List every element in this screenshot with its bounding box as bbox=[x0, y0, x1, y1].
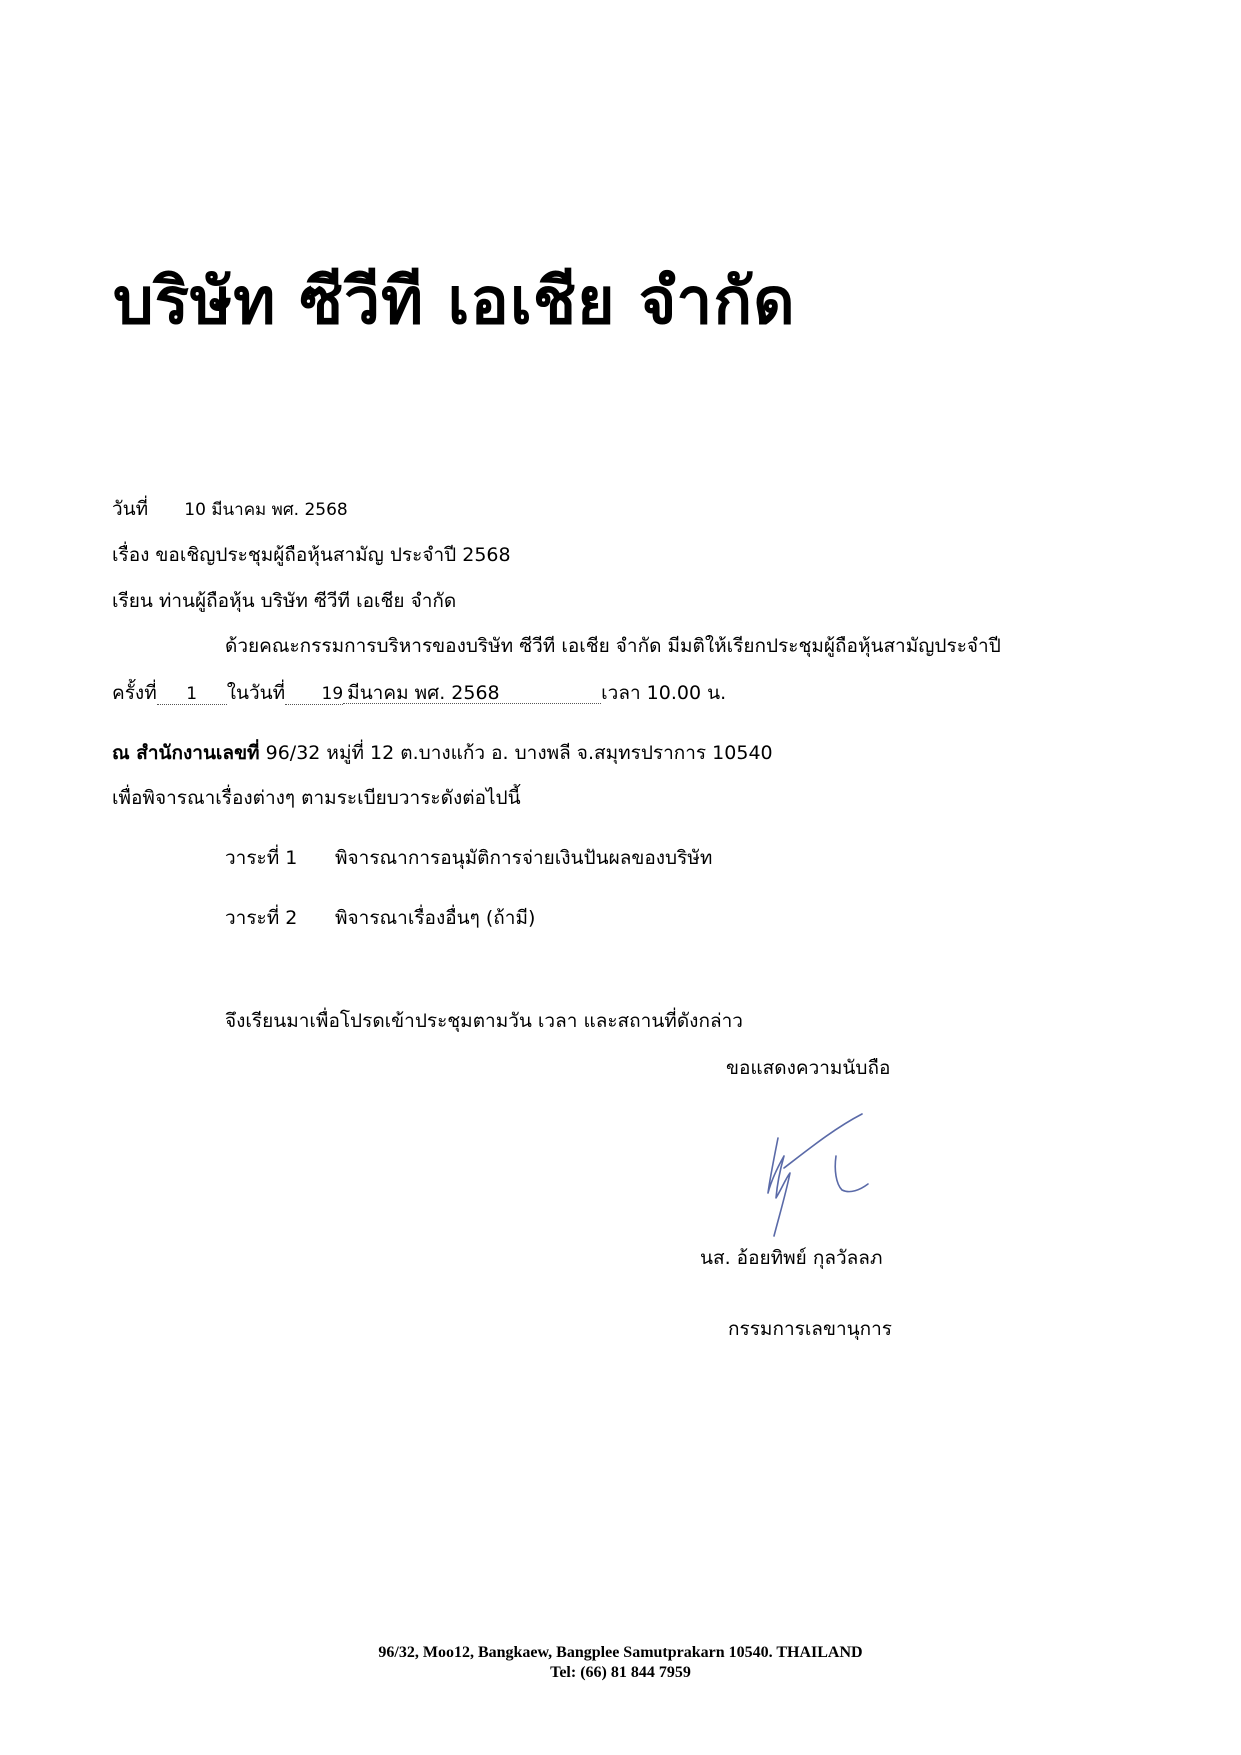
agenda-intro: เพื่อพิจารณาเรื่องต่างๆ ตามระเบียบวาระดังต่อไปนี้ bbox=[112, 787, 521, 809]
meeting-month-year-field bbox=[343, 683, 601, 704]
signature-image bbox=[750, 1108, 890, 1243]
meeting-month-year: มีนาคม พศ. 2568 bbox=[347, 682, 500, 704]
agenda-item bbox=[225, 846, 712, 870]
signer-name: นส. อ้อยทิพย์ กุลวัลลภ bbox=[700, 1247, 883, 1269]
venue-label: ณ สำนักงานเลขที่ bbox=[112, 742, 260, 764]
meeting-no: 1 bbox=[157, 684, 227, 705]
meeting-day: 19 bbox=[285, 684, 343, 705]
regards-line: ขอแสดงความนับถือ bbox=[726, 1057, 891, 1079]
agenda-text: พิจารณาเรื่องอื่นๆ (ถ้ามี) bbox=[335, 907, 536, 929]
date-line bbox=[112, 497, 348, 522]
signer-title: กรรมการเลขานุการ bbox=[728, 1318, 892, 1340]
venue-line bbox=[112, 741, 773, 765]
company-name: บริษัท ซีวีที เอเชีย จำกัด bbox=[113, 264, 796, 339]
agenda-no: วาระที่ 1 bbox=[225, 847, 298, 869]
body-line-1: ด้วยคณะกรรมการบริหารของบริษัท ซีวีที เอเชีย จำกัด มีมติให้เรียกประชุมผู้ถือหุ้นสามัญประจำปี bbox=[225, 635, 1001, 657]
venue-address: 96/32 หมู่ที่ 12 ต.บางแก้ว อ. บางพลี จ.สมุทรปราการ 10540 bbox=[259, 742, 773, 764]
agenda-no: วาระที่ 2 bbox=[225, 907, 298, 929]
agenda-item bbox=[225, 906, 535, 930]
meeting-line bbox=[112, 681, 726, 705]
footer-address: 96/32, Moo12, Bangkaew, Bangplee Samutprakarn 10540. THAILAND bbox=[378, 1644, 863, 1661]
on-date-label: ในวันที่ bbox=[226, 682, 286, 704]
closing-line: จึงเรียนมาเพื่อโปรดเข้าประชุมตามวัน เวลา และสถานที่ดังกล่าว bbox=[225, 1010, 743, 1032]
meeting-no-label: ครั้งที่ bbox=[112, 682, 157, 704]
date-value: 10 มีนาคม พศ. 2568 bbox=[184, 500, 348, 520]
date-label: วันที่ bbox=[112, 498, 149, 520]
subject-line: เรื่อง ขอเชิญประชุมผู้ถือหุ้นสามัญ ประจำปี 2568 bbox=[112, 544, 511, 566]
meeting-time: เวลา 10.00 น. bbox=[601, 682, 727, 704]
salutation-line: เรียน ท่านผู้ถือหุ้น บริษัท ซีวีที เอเชีย จำกัด bbox=[112, 590, 457, 612]
agenda-text: พิจารณาการอนุมัติการจ่ายเงินปันผลของบริษัท bbox=[335, 847, 713, 869]
footer-tel: Tel: (66) 81 844 7959 bbox=[550, 1664, 691, 1681]
